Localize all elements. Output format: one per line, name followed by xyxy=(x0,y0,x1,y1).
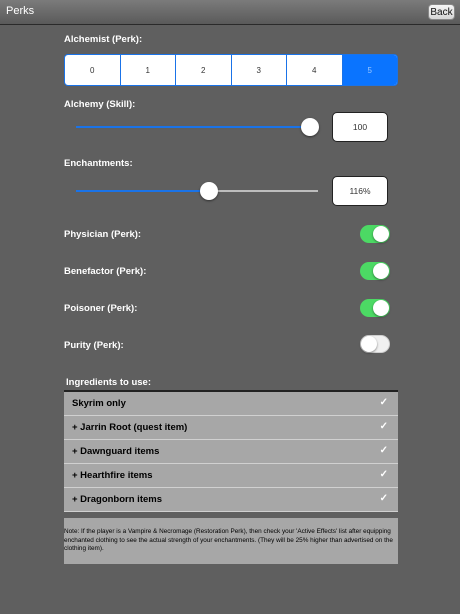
alchemist-segmented-control[interactable] xyxy=(64,54,398,86)
poisoner-toggle[interactable] xyxy=(360,299,390,317)
ingredient-label: + Hearthfire items xyxy=(72,470,153,481)
physician-label: Physician (Perk): xyxy=(64,229,142,240)
enchantments-label: Enchantments: xyxy=(64,158,133,169)
checkmark-icon: ✓ xyxy=(379,421,388,432)
ingredient-row-skyrim[interactable] xyxy=(64,392,398,416)
poisoner-label: Poisoner (Perk): xyxy=(64,303,138,314)
enchantments-slider-fill xyxy=(76,190,209,192)
toggle-knob xyxy=(373,300,389,316)
ingredient-label: + Dragonborn items xyxy=(72,494,162,505)
alchemist-segment-1[interactable]: 1 xyxy=(121,55,177,85)
checkmark-icon: ✓ xyxy=(379,469,388,480)
alchemist-segment-0[interactable]: 0 xyxy=(65,55,121,85)
purity-label: Purity (Perk): xyxy=(64,340,124,351)
ingredients-list xyxy=(64,390,398,512)
ingredient-label: + Jarrin Root (quest item) xyxy=(72,422,188,433)
alchemist-segment-3[interactable]: 3 xyxy=(232,55,288,85)
toggle-knob xyxy=(373,226,389,242)
physician-toggle[interactable] xyxy=(360,225,390,243)
alchemy-label: Alchemy (Skill): xyxy=(64,99,136,110)
enchantments-slider[interactable] xyxy=(76,190,318,192)
alchemist-segment-4[interactable]: 4 xyxy=(287,55,343,85)
ingredient-row-dragonborn[interactable] xyxy=(64,488,398,512)
nav-bar xyxy=(0,0,460,25)
alchemy-slider[interactable] xyxy=(76,126,310,128)
ingredient-row-hearthfire[interactable] xyxy=(64,464,398,488)
alchemy-value-field[interactable]: 100 xyxy=(332,112,388,142)
checkmark-icon: ✓ xyxy=(379,493,388,504)
ingredient-label: + Dawnguard items xyxy=(72,446,160,457)
alchemist-segment-5[interactable]: 5 xyxy=(343,55,398,85)
alchemy-slider-thumb[interactable] xyxy=(301,118,319,136)
purity-toggle[interactable] xyxy=(360,335,390,353)
benefactor-toggle[interactable] xyxy=(360,262,390,280)
benefactor-label: Benefactor (Perk): xyxy=(64,266,147,277)
ingredients-header: Ingredients to use: xyxy=(66,377,151,388)
checkmark-icon: ✓ xyxy=(379,397,388,408)
alchemy-slider-fill xyxy=(76,126,310,128)
ingredient-row-jarrin-root[interactable] xyxy=(64,416,398,440)
toggle-knob xyxy=(361,336,377,352)
ingredient-row-dawnguard[interactable] xyxy=(64,440,398,464)
checkmark-icon: ✓ xyxy=(379,445,388,456)
alchemist-segment-2[interactable]: 2 xyxy=(176,55,232,85)
ingredient-label: Skyrim only xyxy=(72,398,126,409)
enchantments-slider-thumb[interactable] xyxy=(200,182,218,200)
vampire-note: Note: If the player is a Vampire & Necromage (Restoration Perk), then check your 'Active Effects' list after equipping enchanted clothing to see the actual strength of your enchantments. (They will be 25% higher than advertised on the clothing item). xyxy=(64,518,398,564)
alchemist-label: Alchemist (Perk): xyxy=(64,34,143,45)
enchantments-value-field[interactable]: 116% xyxy=(332,176,388,206)
back-button[interactable]: Back xyxy=(428,4,455,20)
page-title: Perks xyxy=(6,5,35,17)
toggle-knob xyxy=(373,263,389,279)
